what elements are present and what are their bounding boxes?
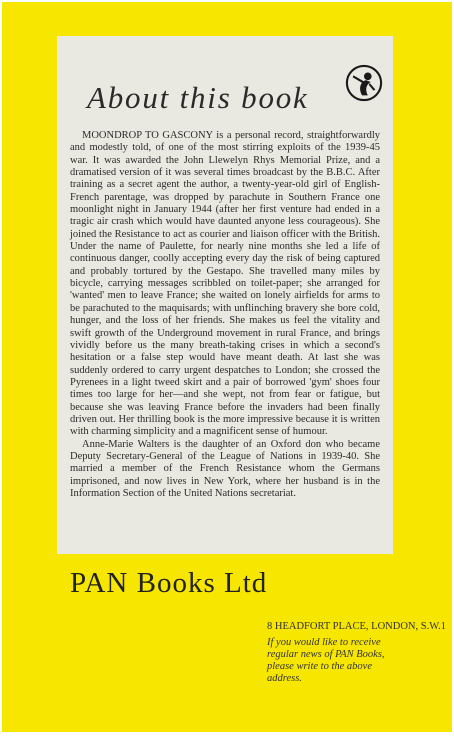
about-title: About this book [87,80,309,115]
back-cover [2,2,452,732]
publisher-address: 8 HEADFORT PLACE, LONDON, S.W.1 [267,621,447,632]
pan-piper-logo-icon [345,64,383,102]
about-header [70,44,380,130]
about-panel [57,36,393,554]
book-description [70,130,380,500]
description-paragraph: MOONDROP TO GASCONY is a personal record, straightforwardly and modestly told, of one of the most stirring exploits of the 1939-45 war. It was awarded the John Llewelyn Rhys Memorial Prize, and a dramatised version of it was several times broadcast by the B.B.C. After training as a secret agent the author, a twenty-year-old girl of English-French parentage, was dropped by parachute in Southern France one moonlight night in January 1944 (after her first venture had ended in a tragic air crash which would have daunted anyone less courageous). She joined the Resistance to act as courier and liaison officer with the British. Under the name of Paulette, for nearly nine months she led a life of continuous danger, coolly accepting every day the risk of being captured and probably tortured by the Gestapo. She travelled many miles by bicycle, carrying messages scribbled on toilet-paper; she arranged for 'wanted' men to leave France; she waited on lonely airfields for arms to be parachuted to the maquisards; with unflinching bravery she bore cold, hunger, and the loss of her friends. She makes us feel the vitality and swift growth of the Underground movement in rural France, and brings vividly before us the many breath-taking crises in which a second's hesitation or a false step would have meant death. At last she was suddenly ordered to carry urgent despatches to London; she crossed the Pyrenees in a light tweed skirt and a pair of borrowed 'gym' shoes four times too large for her—and she wept, not from fear or fatigue, but because she was leaving France before the invaders had been finally driven out. Her thrilling book is the more impressive because it is written with charming simplicity and a magnificent sense of humour. [70,130,380,438]
author-bio-paragraph: Anne-Marie Walters is the daughter of an Oxford don who became Deputy Secretary-General of the League of Nations in 1939-40. She married a member of the French Resistance whom the Germans imprisoned, and now lives in New York, where her husband is in the Information Section of the United Nations secretariat. [70,438,380,499]
publisher-note: If you would like to receive regular news of PAN Books, please write to the above address. [267,637,385,684]
publisher-name: PAN Books Ltd [70,567,268,599]
